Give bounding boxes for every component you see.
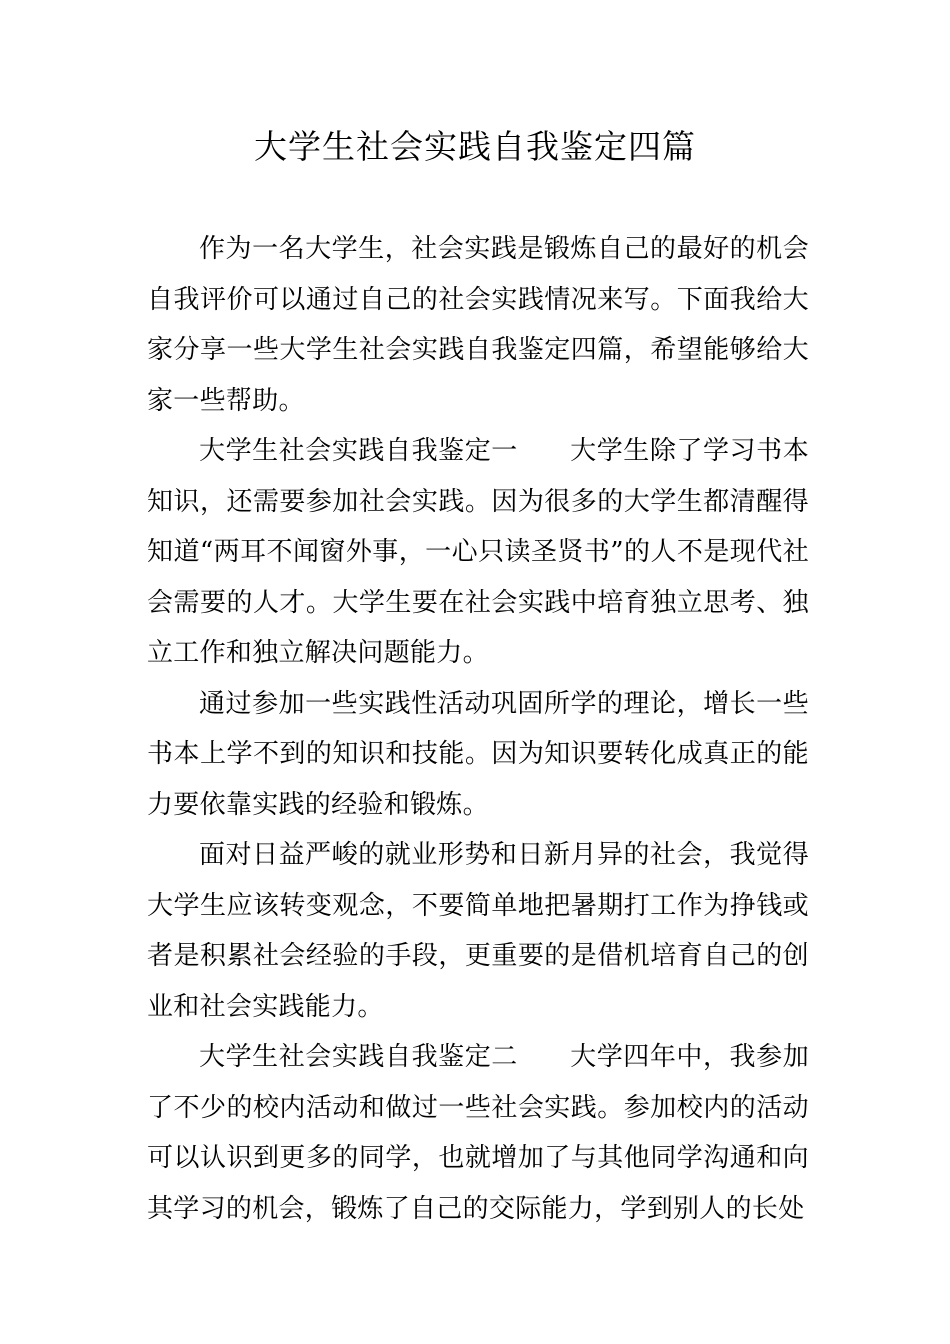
paragraph-practice [147,679,809,831]
paragraph-text: 作为一名大学生，社会实践是锻炼自己的最好的机会自我评价可以通过自己的社会实践情况来写。下面我给大家分享一些大学生社会实践自我鉴定四篇，希望能够给大家一些帮助。 [147,234,809,416]
paragraph-section-two [147,1032,809,1234]
paragraph-text: 大学四年中，我参加了不少的校内活动和做过一些社会实践。参加校内的活动可以认识到更多的同学，也就增加了与其他同学沟通和向其学习的机会，锻炼了自己的交际能力，学到别人的长处 [147,1042,809,1224]
section-heading: 大学生社会实践自我鉴定一 [199,436,518,466]
paragraph-text: 面对日益严峻的就业形势和日新月异的社会，我觉得大学生应该转变观念，不要简单地把暑期打工作为挣钱或者是积累社会经验的手段，更重要的是借机培育自己的创业和社会实践能力。 [147,840,809,1022]
paragraph-text: 大学生除了学习书本知识，还需要参加社会实践。因为很多的大学生都清醒得知道“两耳不闻窗外事，一心只读圣贤书”的人不是现代社会需要的人才。大学生要在社会实践中培育独立思考、独立工作和独立解决问题能力。 [147,436,809,668]
document-body [147,224,809,1234]
section-heading: 大学生社会实践自我鉴定二 [199,1042,518,1072]
document-title: 大学生社会实践自我鉴定四篇 [254,127,696,166]
paragraph-section-one [147,426,809,679]
paragraph-employment [147,830,809,1032]
paragraph-text: 通过参加一些实践性活动巩固所学的理论，增长一些书本上学不到的知识和技能。因为知识要转化成真正的能力要依靠实践的经验和锻炼。 [147,688,809,820]
paragraph-intro [147,224,809,426]
